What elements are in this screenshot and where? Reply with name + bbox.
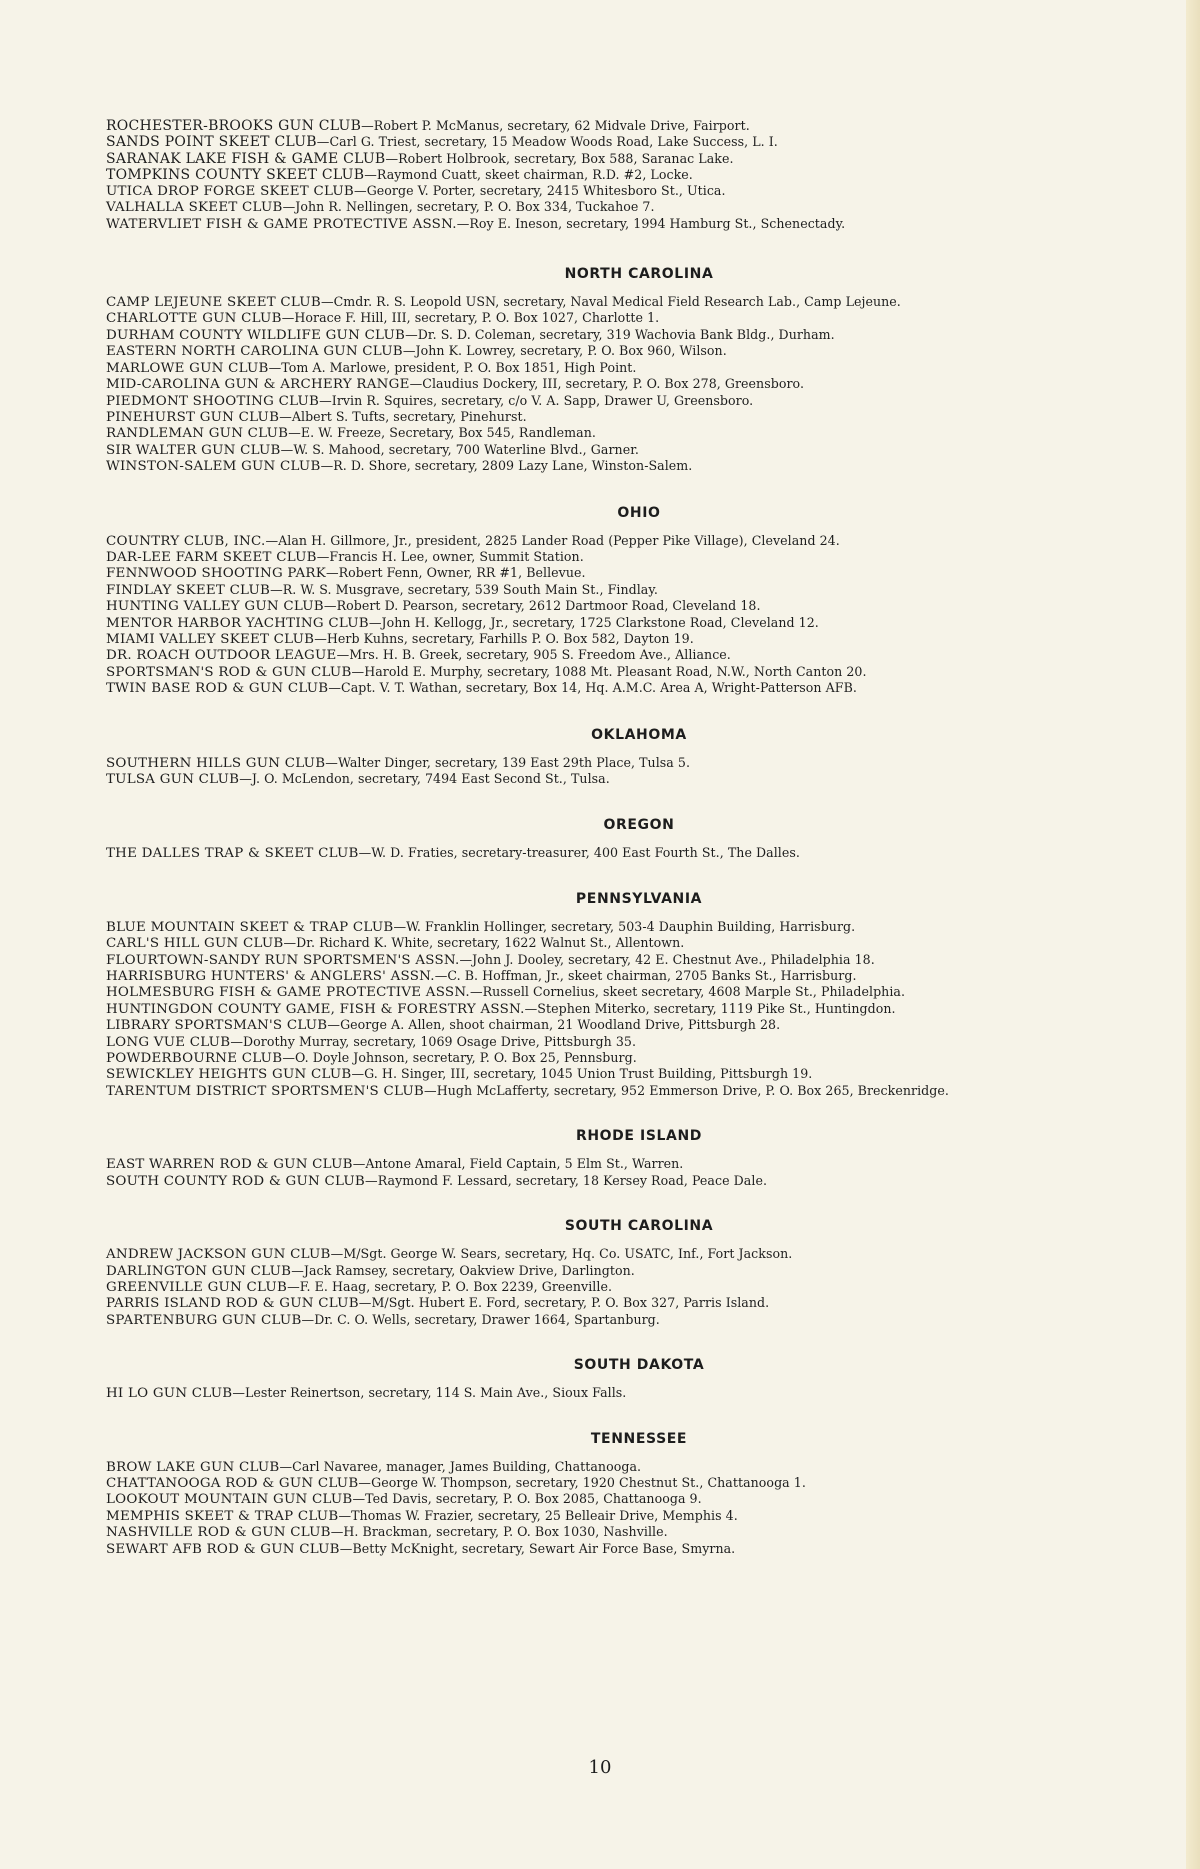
- separator-dash: —: [320, 294, 334, 310]
- club-details: Russell Cornelius, skeet secretary, 4608 Marple St., Philadelphia.: [482, 984, 906, 1000]
- club-name: BROW LAKE GUN CLUB: [106, 1459, 280, 1475]
- club-name: SOUTH COUNTY ROD & GUN CLUB: [106, 1173, 366, 1189]
- club-entry: [106, 598, 1176, 614]
- club-details: George V. Porter, secretary, 2415 Whitesboro St., Utica.: [366, 183, 726, 199]
- club-name: RANDLEMAN GUN CLUB: [106, 426, 289, 442]
- separator-dash: —: [393, 918, 407, 934]
- club-entry: [106, 1295, 1176, 1311]
- club-list: [106, 755, 1176, 788]
- club-name: SEWART AFB ROD & GUN CLUB: [106, 1541, 340, 1557]
- club-entry: [106, 294, 1176, 310]
- club-details: Robert Fenn, Owner, RR #1, Bellevue.: [338, 565, 586, 581]
- separator-dash: —: [282, 199, 296, 215]
- club-details: Raymond F. Lessard, secretary, 18 Kersey Road, Peace Dale.: [377, 1172, 767, 1188]
- club-details: Hugh McLafferty, secretary, 952 Emmerson Drive, P. O. Box 265, Breckenridge.: [436, 1082, 949, 1098]
- club-entry: [106, 984, 1176, 1000]
- separator-dash: —: [338, 1507, 352, 1523]
- club-name: CAMP LEJEUNE SKEET CLUB: [106, 295, 321, 311]
- separator-dash: —: [524, 1000, 538, 1016]
- club-details: E. W. Freeze, Secretary, Box 545, Randleman.: [300, 425, 596, 441]
- club-entry: [106, 1246, 1176, 1262]
- club-details: Walter Dinger, secretary, 139 East 29th Place, Tulsa 5.: [337, 754, 691, 770]
- club-details: Claudius Dockery, III, secretary, P. O. Box 278, Greensboro.: [422, 376, 805, 392]
- club-name: EASTERN NORTH CAROLINA GUN CLUB: [106, 344, 403, 360]
- separator-dash: —: [239, 771, 252, 787]
- club-name: SOUTHERN HILLS GUN CLUB: [106, 755, 326, 771]
- club-details: John H. Kellogg, Jr., secretary, 1725 Clarkstone Road, Cleveland 12.: [381, 614, 819, 630]
- club-details: Capt. V. T. Wathan, secretary, Box 14, Hq. A.M.C. Area A, Wright-Patterson AFB.: [341, 680, 857, 696]
- club-name: DR. ROACH OUTDOOR LEAGUE: [106, 648, 337, 664]
- club-details: George W. Thompson, secretary, 1920 Chestnut St., Chattanooga 1.: [371, 1474, 806, 1490]
- club-entry: [106, 1017, 1176, 1033]
- club-entry: [106, 1173, 1176, 1189]
- club-entry: [106, 582, 1176, 598]
- club-details: Dorothy Murray, secretary, 1069 Osage Drive, Pittsburgh 35.: [242, 1033, 637, 1049]
- separator-dash: —: [280, 441, 294, 457]
- separator-dash: —: [283, 935, 297, 951]
- separator-dash: —: [291, 1262, 304, 1278]
- club-entry: [106, 183, 1176, 199]
- club-entry: [106, 343, 1176, 359]
- club-entry: [106, 680, 1176, 696]
- separator-dash: —: [270, 581, 283, 597]
- club-name: LOOKOUT MOUNTAIN GUN CLUB: [106, 1492, 353, 1508]
- separator-dash: —: [469, 984, 483, 1000]
- club-details: Robert Holbrook, secretary, Box 588, Saranac Lake.: [398, 150, 734, 166]
- state-sections: [106, 266, 1176, 1557]
- club-entry: [106, 1279, 1176, 1295]
- separator-dash: —: [325, 754, 338, 770]
- club-name: NASHVILLE ROD & GUN CLUB: [106, 1525, 331, 1541]
- club-entry: [106, 631, 1176, 647]
- club-name: COUNTRY CLUB, INC.: [106, 533, 266, 549]
- state-section: [106, 505, 1176, 697]
- separator-dash: —: [405, 326, 418, 342]
- separator-dash: —: [351, 663, 365, 679]
- club-details: Irvin R. Squires, secretary, c/o V. A. Sapp, Drawer U, Greensboro.: [331, 392, 754, 408]
- club-entry: [106, 327, 1176, 343]
- separator-dash: —: [319, 392, 332, 408]
- state-section: [106, 727, 1176, 788]
- club-entry: [106, 1508, 1176, 1524]
- state-section: [106, 266, 1176, 474]
- club-name: CARL'S HILL GUN CLUB: [106, 936, 284, 952]
- club-list: [106, 533, 1176, 697]
- club-entry: [106, 442, 1176, 458]
- club-list: [106, 294, 1176, 474]
- club-name: HUNTINGDON COUNTY GAME, FISH & FORESTRY ASSN.: [106, 1001, 525, 1017]
- club-name: LONG VUE CLUB: [106, 1034, 231, 1050]
- club-entry: [106, 118, 1176, 134]
- club-name: MEMPHIS SKEET & TRAP CLUB: [106, 1508, 339, 1524]
- club-details: Dr. S. D. Coleman, secretary, 319 Wachovia Bank Bldg., Durham.: [417, 326, 835, 342]
- separator-dash: —: [325, 565, 339, 581]
- club-details: Tom A. Marlowe, president, P. O. Box 1851, High Point.: [281, 359, 637, 375]
- club-name: DURHAM COUNTY WILDLIFE GUN CLUB: [106, 327, 406, 343]
- club-details: C. B. Hoffman, Jr., skeet chairman, 2705 Banks St., Harrisburg.: [447, 968, 857, 984]
- club-details: W. D. Fraties, secretary-treasurer, 400 East Fourth St., The Dalles.: [371, 845, 800, 861]
- club-details: G. H. Singer, III, secretary, 1045 Union Trust Building, Pittsburgh 19.: [364, 1066, 813, 1082]
- separator-dash: —: [330, 1524, 344, 1540]
- club-details: J. O. McLendon, secretary, 7494 East Second St., Tulsa.: [251, 771, 610, 787]
- state-section: [106, 817, 1176, 861]
- club-name: CHATTANOOGA ROD & GUN CLUB: [106, 1475, 359, 1491]
- state-section: [106, 1128, 1176, 1189]
- club-entry: [106, 771, 1176, 787]
- separator-dash: —: [358, 1474, 372, 1490]
- separator-dash: —: [354, 183, 367, 199]
- club-details: Herb Kuhns, secretary, Farhills P. O. Box 582, Dayton 19.: [326, 630, 694, 646]
- club-details: Jack Ramsey, secretary, Oakview Drive, Darlington.: [303, 1262, 635, 1278]
- club-name: HUNTING VALLEY GUN CLUB: [106, 599, 324, 615]
- club-details: Mrs. H. B. Greek, secretary, 905 S. Freedom Ave., Alliance.: [349, 647, 731, 663]
- club-details: W. S. Mahood, secretary, 700 Waterline Blvd., Garner.: [293, 441, 639, 457]
- club-details: O. Doyle Johnson, secretary, P. O. Box 25, Pennsburg.: [294, 1050, 637, 1066]
- club-entry: [106, 647, 1176, 663]
- club-name: CHARLOTTE GUN CLUB: [106, 311, 282, 327]
- club-details: Carl G. Triest, secretary, 15 Meadow Woods Road, Lake Success, L. I.: [329, 134, 778, 150]
- state-heading: RHODE ISLAND: [575, 1128, 703, 1145]
- club-entry: [106, 845, 1176, 861]
- separator-dash: —: [328, 680, 342, 696]
- club-entry: [106, 755, 1176, 771]
- separator-dash: —: [424, 1082, 437, 1098]
- separator-dash: —: [358, 1295, 372, 1311]
- separator-dash: —: [339, 1540, 353, 1556]
- club-name: HOLMESBURG FISH & GAME PROTECTIVE ASSN.: [106, 985, 470, 1001]
- page-number: 10: [588, 1757, 612, 1778]
- club-details: Dr. Richard K. White, secretary, 1622 Walnut St., Allentown.: [296, 935, 685, 951]
- club-details: Roy E. Ineson, secretary, 1994 Hamburg St., Schenectady.: [469, 215, 846, 231]
- separator-dash: —: [288, 425, 301, 441]
- club-details: Dr. C. O. Wells, secretary, Drawer 1664, Spartanburg.: [314, 1311, 660, 1327]
- separator-dash: —: [279, 1458, 293, 1474]
- club-details: M/Sgt. George W. Sears, secretary, Hq. Co. USATC, Inf., Fort Jackson.: [343, 1246, 793, 1262]
- intro-entries: [106, 118, 1176, 232]
- separator-dash: —: [287, 1278, 300, 1294]
- club-entry: [106, 1001, 1176, 1017]
- club-name: SPARTENBURG GUN CLUB: [106, 1312, 302, 1328]
- club-name: HARRISBURG HUNTERS' & ANGLERS' ASSN.: [106, 969, 435, 985]
- club-entry: [106, 393, 1176, 409]
- club-entry: [106, 664, 1176, 680]
- club-entry: [106, 409, 1176, 425]
- club-name: TWIN BASE ROD & GUN CLUB: [106, 681, 329, 697]
- club-name: MARLOWE GUN CLUB: [106, 360, 269, 376]
- separator-dash: —: [327, 1017, 341, 1033]
- club-entry: [106, 1263, 1176, 1279]
- club-name: SANDS POINT SKEET CLUB: [106, 134, 317, 151]
- club-entry: [106, 167, 1176, 183]
- club-name: SPORTSMAN'S ROD & GUN CLUB: [106, 664, 352, 680]
- separator-dash: —: [352, 1491, 366, 1507]
- separator-dash: —: [281, 310, 295, 326]
- club-entry: [106, 919, 1176, 935]
- club-name: PINEHURST GUN CLUB: [106, 409, 280, 425]
- club-name: DARLINGTON GUN CLUB: [106, 1263, 292, 1279]
- separator-dash: —: [409, 376, 423, 392]
- club-list: [106, 1156, 1176, 1189]
- separator-dash: —: [268, 359, 282, 375]
- club-details: Raymond Cuatt, skeet chairman, R.D. #2, Locke.: [376, 166, 693, 182]
- club-name: SIR WALTER GUN CLUB: [106, 442, 281, 458]
- club-name: FINDLAY SKEET CLUB: [106, 582, 271, 598]
- directory-page: [106, 118, 1176, 1557]
- club-name: WINSTON-SALEM GUN CLUB: [106, 459, 321, 475]
- club-entry: [106, 1034, 1176, 1050]
- club-entry: [106, 151, 1176, 167]
- club-name: THE DALLES TRAP & SKEET CLUB: [106, 846, 359, 862]
- club-name: LIBRARY SPORTSMAN'S CLUB: [106, 1018, 328, 1034]
- separator-dash: —: [232, 1385, 245, 1401]
- club-entry: [106, 533, 1176, 549]
- club-name: EAST WARREN ROD & GUN CLUB: [106, 1157, 353, 1173]
- club-name: MENTOR HARBOR YACHTING CLUB: [106, 615, 369, 631]
- page-edge: [1186, 0, 1200, 1869]
- club-entry: [106, 1491, 1176, 1507]
- club-entry: [106, 425, 1176, 441]
- club-entry: [106, 549, 1176, 565]
- club-details: Harold E. Murphy, secretary, 1088 Mt. Pleasant Road, N.W., North Canton 20.: [364, 663, 867, 679]
- separator-dash: —: [456, 215, 470, 231]
- club-entry: [106, 1312, 1176, 1328]
- club-name: FLOURTOWN-SANDY RUN SPORTSMEN'S ASSN.: [106, 952, 460, 968]
- club-entry: [106, 1385, 1176, 1401]
- separator-dash: —: [330, 1246, 344, 1262]
- club-name: TULSA GUN CLUB: [106, 772, 240, 788]
- club-name: TARENTUM DISTRICT SPORTSMEN'S CLUB: [106, 1083, 425, 1099]
- separator-dash: —: [364, 166, 377, 182]
- club-name: ANDREW JACKSON GUN CLUB: [106, 1247, 331, 1263]
- separator-dash: —: [351, 1066, 365, 1082]
- club-name: HI LO GUN CLUB: [106, 1386, 233, 1402]
- club-entry: [106, 615, 1176, 631]
- club-details: Robert D. Pearson, secretary, 2612 Dartmoor Road, Cleveland 18.: [336, 598, 761, 614]
- club-entry: [106, 1083, 1171, 1099]
- separator-dash: —: [316, 134, 330, 150]
- club-details: Stephen Miterko, secretary, 1119 Pike St., Huntingdon.: [537, 1000, 896, 1016]
- club-details: Carl Navaree, manager, James Building, Chattanooga.: [292, 1458, 642, 1474]
- state-heading: OHIO: [617, 504, 661, 521]
- club-entry: [106, 1541, 1176, 1557]
- club-name: FENNWOOD SHOOTING PARK: [106, 566, 326, 582]
- club-list: [106, 1459, 1176, 1557]
- club-entry: [106, 1066, 1176, 1082]
- separator-dash: —: [358, 845, 372, 861]
- club-details: R. D. Shore, secretary, 2809 Lazy Lane, Winston-Salem.: [333, 458, 693, 474]
- club-name: VALHALLA SKEET CLUB: [106, 200, 283, 216]
- state-heading: OREGON: [603, 817, 675, 834]
- separator-dash: —: [320, 458, 334, 474]
- club-name: SARANAK LAKE FISH & GAME CLUB: [106, 150, 386, 167]
- club-details: Antone Amaral, Field Captain, 5 Elm St., Warren.: [365, 1156, 684, 1172]
- club-name: GREENVILLE GUN CLUB: [106, 1279, 288, 1295]
- club-list: [106, 1385, 1176, 1401]
- club-list: [106, 919, 1176, 1099]
- separator-dash: —: [230, 1033, 243, 1049]
- separator-dash: —: [279, 408, 292, 424]
- separator-dash: —: [301, 1311, 315, 1327]
- club-entry: [106, 1459, 1176, 1475]
- state-heading: SOUTH CAROLINA: [564, 1218, 714, 1235]
- club-details: John R. Nellingen, secretary, P. O. Box 334, Tuckahoe 7.: [295, 199, 655, 215]
- club-name: PIEDMONT SHOOTING CLUB: [106, 393, 320, 409]
- separator-dash: —: [385, 150, 399, 166]
- club-name: SEWICKLEY HEIGHTS GUN CLUB: [106, 1067, 352, 1083]
- club-name: ROCHESTER-BROOKS GUN CLUB: [106, 118, 362, 134]
- club-entry: [106, 1050, 1176, 1066]
- club-details: Robert P. McManus, secretary, 62 Midvale Drive, Fairport.: [373, 118, 750, 133]
- club-name: TOMPKINS COUNTY SKEET CLUB: [106, 166, 365, 183]
- separator-dash: —: [368, 614, 382, 630]
- separator-dash: —: [316, 548, 330, 564]
- club-details: W. Franklin Hollinger, secretary, 503-4 Dauphin Building, Harrisburg.: [406, 918, 856, 934]
- club-entry: [106, 376, 1176, 392]
- club-details: Alan H. Gillmore, Jr., president, 2825 Lander Road (Pepper Pike Village), Cleveland 24.: [278, 532, 840, 548]
- club-name: DAR-LEE FARM SKEET CLUB: [106, 549, 317, 565]
- club-details: Lester Reinertson, secretary, 114 S. Main Ave., Sioux Falls.: [245, 1385, 627, 1401]
- club-details: H. Brackman, secretary, P. O. Box 1030, Nashville.: [343, 1524, 668, 1540]
- club-details: R. W. S. Musgrave, secretary, 539 South Main St., Findlay.: [282, 581, 658, 597]
- club-entry: [106, 968, 1176, 984]
- separator-dash: —: [361, 118, 374, 133]
- separator-dash: —: [352, 1156, 366, 1172]
- club-details: M/Sgt. Hubert E. Ford, secretary, P. O. Box 327, Parris Island.: [371, 1295, 770, 1311]
- state-heading: TENNESSEE: [590, 1430, 688, 1447]
- club-list: [106, 1246, 1176, 1328]
- club-name: UTICA DROP FORGE SKEET CLUB: [106, 184, 355, 200]
- club-details: Albert S. Tufts, secretary, Pinehurst.: [291, 408, 527, 424]
- state-section: [106, 1218, 1176, 1328]
- club-name: BLUE MOUNTAIN SKEET & TRAP CLUB: [106, 919, 394, 935]
- club-list: [106, 845, 1176, 861]
- club-entry: [106, 458, 1176, 474]
- separator-dash: —: [265, 532, 279, 548]
- club-details: Horace F. Hill, III, secretary, P. O. Box 1027, Charlotte 1.: [294, 310, 660, 326]
- separator-dash: —: [323, 598, 337, 614]
- club-details: George A. Allen, shoot chairman, 21 Woodland Drive, Pittsburgh 28.: [340, 1017, 781, 1033]
- club-name: PARRIS ISLAND ROD & GUN CLUB: [106, 1296, 359, 1312]
- club-details: Betty McKnight, secretary, Sewart Air Force Base, Smyrna.: [352, 1540, 736, 1556]
- club-details: F. E. Haag, secretary, P. O. Box 2239, Greenville.: [299, 1278, 613, 1294]
- club-name: MIAMI VALLEY SKEET CLUB: [106, 631, 315, 647]
- separator-dash: —: [434, 968, 448, 984]
- state-heading: PENNSYLVANIA: [575, 890, 703, 907]
- separator-dash: —: [282, 1050, 295, 1066]
- club-details: Cmdr. R. S. Leopold USN, secretary, Naval Medical Field Research Lab., Camp Lejeune.: [333, 294, 901, 310]
- state-heading: NORTH CAROLINA: [564, 266, 714, 283]
- separator-dash: —: [402, 343, 416, 359]
- separator-dash: —: [336, 647, 350, 663]
- club-entry: [106, 134, 1176, 150]
- club-details: Ted Davis, secretary, P. O. Box 2085, Chattanooga 9.: [365, 1491, 702, 1507]
- club-entry: [106, 935, 1176, 951]
- club-name: POWDERBOURNE CLUB: [106, 1051, 283, 1067]
- club-details: John J. Dooley, secretary, 42 E. Chestnut Ave., Philadelphia 18.: [472, 951, 875, 967]
- club-entry: [106, 952, 1176, 968]
- state-heading: SOUTH DAKOTA: [573, 1357, 705, 1374]
- club-entry: [106, 310, 1176, 326]
- club-entry: [106, 199, 1176, 215]
- separator-dash: —: [459, 951, 473, 967]
- club-entry: [106, 1524, 1176, 1540]
- separator-dash: —: [365, 1172, 378, 1188]
- club-name: WATERVLIET FISH & GAME PROTECTIVE ASSN.: [106, 216, 457, 232]
- club-entry: [106, 216, 1176, 232]
- state-section: [106, 891, 1176, 1099]
- club-entry: [106, 1156, 1176, 1172]
- club-details: Thomas W. Frazier, secretary, 25 Belleair Drive, Memphis 4.: [351, 1507, 738, 1523]
- club-details: John K. Lowrey, secretary, P. O. Box 960, Wilson.: [415, 343, 727, 359]
- club-entry: [106, 360, 1176, 376]
- club-entry: [106, 1475, 1176, 1491]
- separator-dash: —: [314, 630, 327, 646]
- club-entry: [106, 565, 1176, 581]
- state-section: [106, 1431, 1176, 1557]
- club-details: Francis H. Lee, owner, Summit Station.: [329, 548, 584, 564]
- state-heading: OKLAHOMA: [591, 726, 687, 743]
- state-section: [106, 1357, 1176, 1401]
- club-name: MID-CAROLINA GUN & ARCHERY RANGE: [106, 377, 410, 393]
